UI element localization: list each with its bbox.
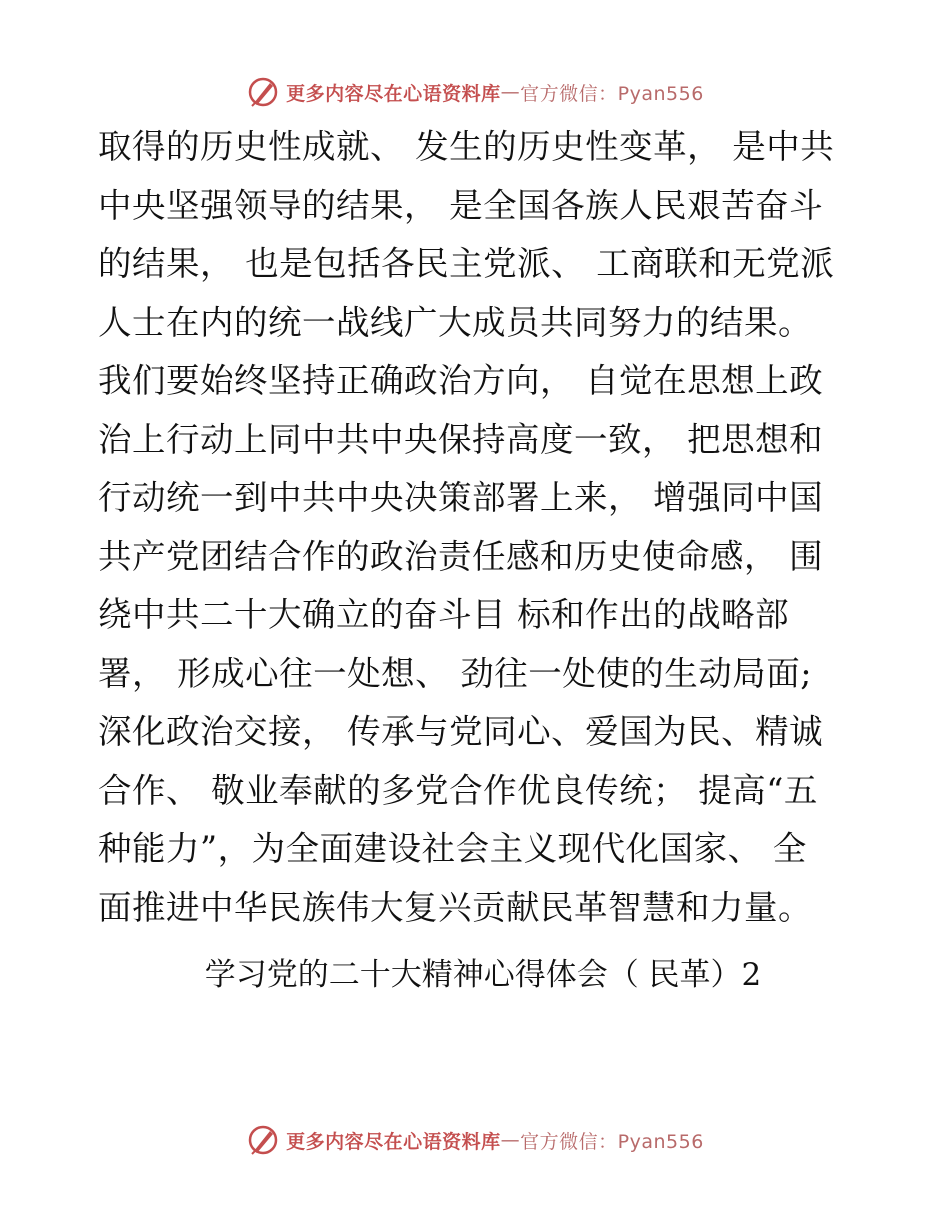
body-line: 署， 形成心往一处想、 劲往一处使的生动局面; <box>98 653 813 693</box>
quill-pen-logo-icon <box>246 1123 280 1157</box>
watermark-separator: — <box>500 1129 521 1151</box>
body-line: 行动统一到中共中央决策部署上来， 增强同中国 <box>98 478 824 517</box>
watermark-wechat-text: 官方微信：Pyan556 <box>520 82 704 105</box>
body-line: 中央坚强领导的结果， 是全国各族人民艰苦奋斗 <box>98 185 824 225</box>
body-line: 面推进中华民族伟大复兴贡献民革智慧和力量。 <box>98 887 812 927</box>
body-line: 取得的历史性成就、 发生的历史性变革， 是中共 <box>98 127 835 166</box>
footer-watermark <box>0 1120 950 1160</box>
body-line: 的结果， 也是包括各民主党派、 工商联和无党派 <box>98 244 835 283</box>
body-line: 种能力”，为全面建设社会主义现代化国家、 全 <box>98 829 807 868</box>
quill-pen-logo-icon <box>246 75 280 109</box>
watermark-wechat-text: 官方微信：Pyan556 <box>520 1130 704 1153</box>
watermark-brand-text: 更多内容尽在心语资料库 <box>286 1130 501 1153</box>
body-line: 绕中共二十大确立的奋斗目 标和作出的战略部 <box>98 595 790 634</box>
watermark-separator: — <box>500 81 521 103</box>
body-line: 共产党团结合作的政治责任感和历史使命感， 围 <box>98 536 824 576</box>
body-line: 深化政治交接， 传承与党同心、爱国为民、精诚 <box>98 712 824 751</box>
body-line: 治上行动上同中共中央保持高度一致， 把思想和 <box>98 419 824 459</box>
body-line: 我们要始终坚持正确政治方向， 自觉在思想上政 <box>98 361 824 400</box>
watermark-brand-text: 更多内容尽在心语资料库 <box>286 82 501 105</box>
section-title: 学习党的二十大精神心得体会（ 民革）2 <box>204 957 762 993</box>
body-paragraph <box>98 118 858 937</box>
body-line: 人士在内的统一战线广大成员共同努力的结果。 <box>98 302 812 342</box>
header-watermark <box>0 72 950 112</box>
body-line: 合作、 敬业奉献的多党合作优良传统； 提高“五 <box>98 770 818 810</box>
